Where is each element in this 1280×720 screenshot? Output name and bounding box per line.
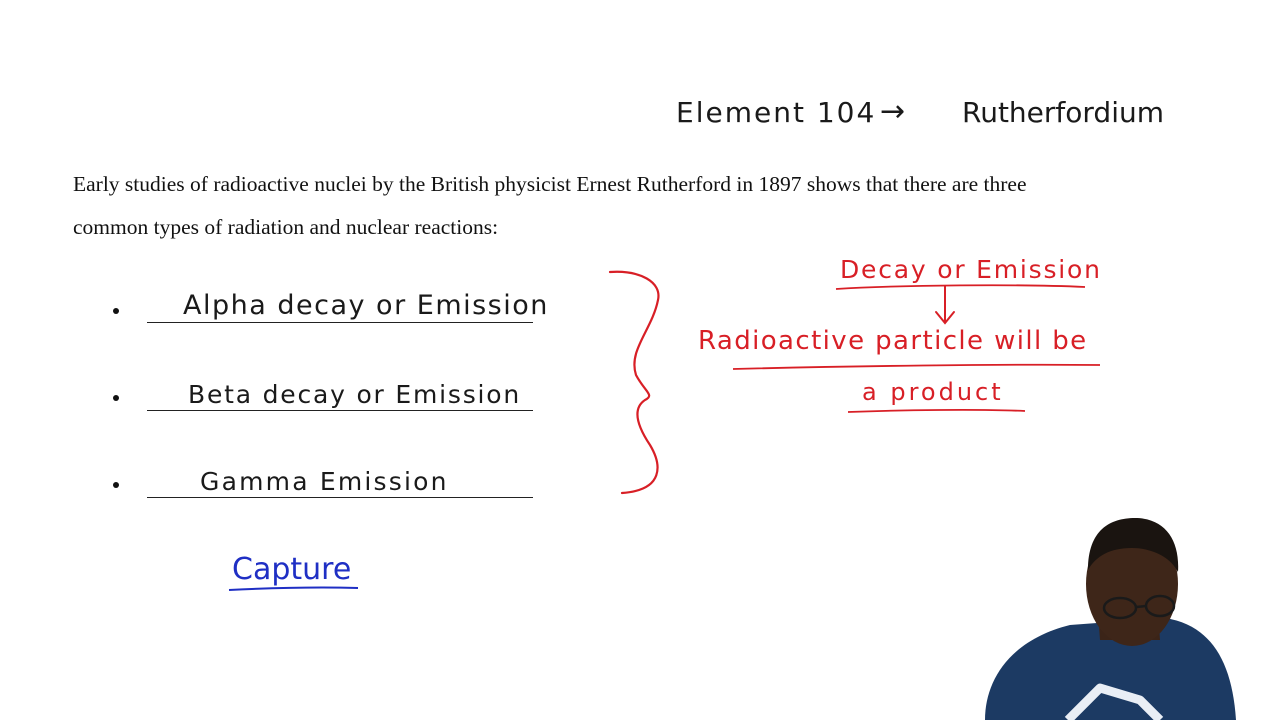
paragraph-line-1: Early studies of radioactive nuclei by the British physicist Ernest Rutherford in 1897 shows that there are three [73, 172, 1027, 196]
paragraph-line-2: common types of radiation and nuclear reactions: [73, 215, 499, 239]
list-item-label: Alpha decay or Emission [183, 290, 549, 321]
side-note-title: Decay or Emission [840, 255, 1102, 284]
side-note-line-1: Radioactive particle will be [698, 326, 1088, 356]
arrow-right-icon: → [880, 94, 908, 129]
capture-note: Capture [232, 552, 352, 587]
element-label: Element 104 [676, 96, 877, 129]
list-item-label: Beta decay or Emission [188, 380, 522, 409]
element-name: Rutherfordium [962, 96, 1164, 129]
list-item-label: Gamma Emission [200, 467, 449, 496]
side-note-line-2: a product [862, 378, 1004, 406]
